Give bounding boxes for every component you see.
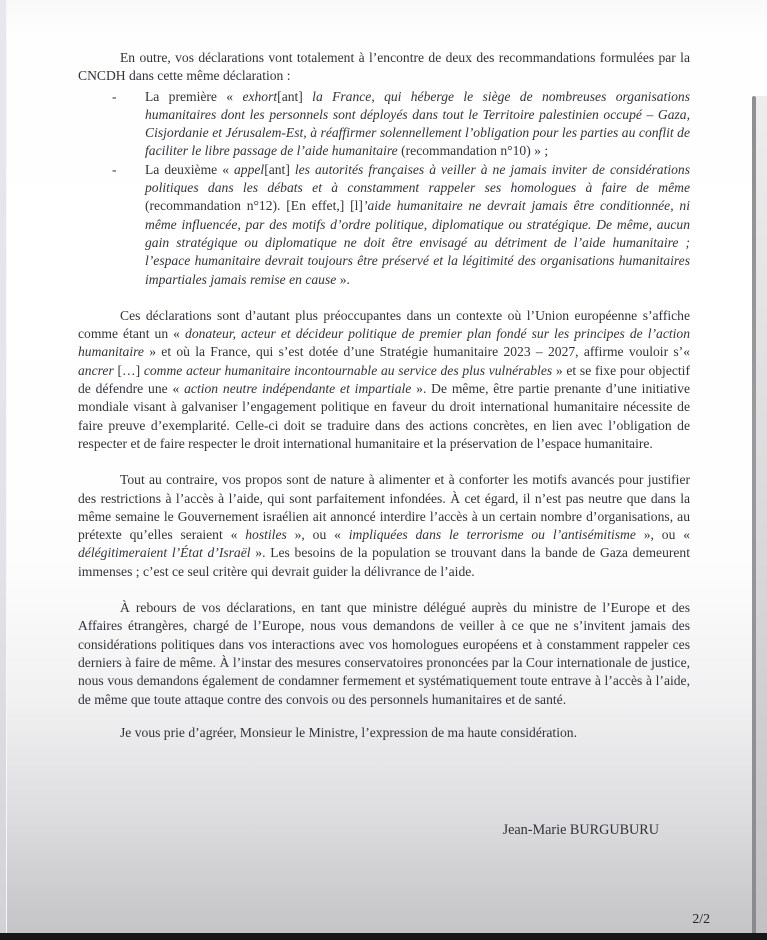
text-run: La deuxième « (145, 161, 234, 177)
text-run: [ant] (264, 161, 295, 177)
bullet-marker: - (112, 161, 117, 177)
text-run: Tout au contraire, vos propos sont de nature à alimenter et à conforter les motifs avancés pour justifier des restrictions à l’accès à l’aide, qui sont parfaitement infondées. À cet égard, il n’est pas neutre que dans la même semaine le Gouvernement israélien ait annoncé interdire l’accès à un certain nombre d’organisations, au prétexte qu’elles seraient « (78, 472, 690, 543)
text-run: À rebours de vos déclarations, en tant que ministre délégué auprès du ministre de l’Europe et des Affaires étrangères, chargé de l’Europe, nous vous demandons de veiller à ce que ne s’invitent jamais des considérations politiques dans vos interactions avec vos homologues européens et à constamment rappeler ces derniers à faire de même. À l’instar des mesures conservatoires prononcées par la Cour internationale de justice, nous vous demandons également de condamner fermement et systématiquement toute entrave à l’accès à l’aide, de même que toute attaque contre des convois ou des personnels humanitaires et de santé. (78, 600, 690, 707)
text-run: Ces déclarations sont d’autant plus préoccupantes dans un contexte où l’Union européenne s’affiche comme étant un « (78, 307, 690, 342)
italic-run: ancrer (78, 362, 114, 378)
scan-bottom-edge (0, 933, 767, 940)
signature-block (78, 822, 690, 839)
signature-name: Jean-Marie BURGUBURU (502, 822, 659, 838)
text-run: » et où la France, qui s’est dotée d’une Stratégie humanitaire 2023 – 2027, affirme vouloir s’« (143, 344, 690, 360)
text-run: En outre, vos déclarations vont totalement à l’encontre de deux des recommandations formulées par la CNCDH dans cette même déclaration : (78, 50, 690, 84)
bullet-item (110, 88, 690, 161)
letter-body (78, 49, 690, 742)
scan-right-shadow (756, 96, 767, 933)
italic-run: la France, qui héberge le siège de nombreuses organisations humanitaires dont les personnels sont déployés dans tout le Territoire palestinien occupé – Gaza, Cisjordanie et Jérusalem-Est, à réaffirmer solennellement l’obligation pour les parties au conflit de faciliter le libre passage de l’aide humanitaire (145, 88, 690, 159)
italic-run: action neutre indépendante et impartiale (184, 381, 412, 397)
text-run: », ou « (635, 527, 690, 543)
text-run: ». Les besoins de la population se trouvant dans la bande de Gaza demeurent immenses ; c’est ce seul critère qui devrait guider la délivrance de l’aide. (78, 545, 690, 579)
text-run: [ant] (277, 88, 313, 104)
text-run: », ou « (286, 527, 349, 543)
italic-run: appel (234, 161, 265, 177)
text-run: ». De même, être partie prenante d’une initiative mondiale visant à galvaniser l’engagement politique en faveur du droit international humanitaire nécessite de faire preuve d’exemplarité. Celle-ci doit se traduire dans des actions concrètes, en lien avec l’obligation de respecter et de faire respecter le droit international humanitaire et la préservation de l’espace humanitaire. (78, 381, 690, 451)
text-run: […] (113, 362, 144, 378)
text-run: (recommandation n°10) » ; (397, 143, 549, 159)
paragraph (78, 49, 690, 86)
scan-left-edge (0, 0, 7, 940)
bullet-item (110, 161, 690, 289)
italic-run: délégitimeraient l’État d’Israël (78, 545, 251, 561)
paragraph (78, 471, 690, 581)
bullet-list (78, 88, 690, 289)
text-run: Je vous prie d’agréer, Monsieur le Ministre, l’expression de ma haute considération. (120, 724, 577, 740)
italic-run: comme acteur humanitaire incontournable au service des plus vulnérables (143, 362, 553, 378)
paragraph (78, 307, 690, 453)
italic-run: donateur, acteur et décideur politique de premier plan fondé sur les principes de l’action humanitaire (78, 326, 690, 360)
italic-run: ’aide humanitaire ne devrait jamais être conditionnée, ni même influencée, par des motifs d’ordre politique, diplomatique ou stratégique. De même, aucun gain stratégique ou diplomatique ne doit être envisagé au détriment de l’aide humanitaire ; l’espace humanitaire devrait toujours être préservé et la légitimité des organisations humanitaires impartiales jamais remise en cause (145, 198, 690, 287)
closing-line (78, 724, 690, 742)
page-number: 2/2 (692, 911, 710, 926)
italic-run: exhort (242, 88, 278, 104)
italic-run: impliquées dans le terrorisme ou l’antisémitisme (348, 527, 636, 543)
paragraph (78, 599, 690, 709)
text-run: La première « (145, 88, 243, 104)
italic-run: hostiles (245, 527, 287, 543)
italic-run: les autorités françaises à veiller à ne jamais inviter de considérations politiques dans les débats et à constamment rappeler ses homologues à faire de même (145, 161, 691, 196)
text-run: (recommandation n°12). [En effet,] [l] (145, 198, 363, 214)
bullet-marker: - (112, 88, 117, 104)
text-run: » et se fixe pour objectif de défendre une « (78, 362, 690, 397)
text-run: ». (336, 271, 350, 287)
page-right-edge (752, 96, 756, 933)
